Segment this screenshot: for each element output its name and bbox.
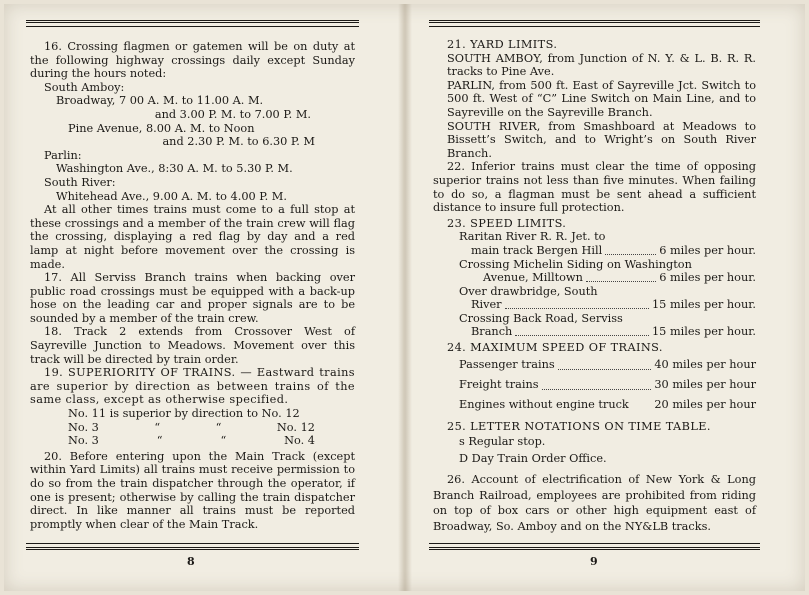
rule-20: 20. Before entering upon the Main Track (except within Yard Limits) all trains must receive permission to do so from the train dispatcher through the operator, if one is present; otherwise by calling the train dispatcher direct. In like manner all trains must be reported promptly when clear of the Main Track.	[30, 449, 355, 531]
rule-17: 17. All Serviss Branch trains when backing over public road crossings must be equipped with a back-up hose on the leading car and proper signals are to be sounded by a member of the train crew.	[30, 271, 355, 325]
rule-16-intro: 16. Crossing flagmen or gatemen will be on duty at the following highway crossings daily except Sunday during the hours noted:	[30, 40, 355, 81]
rule-26: 26. Account of electrification of New York & Long Branch Railroad, employees are prohibited from riding on top of box cars or other high equipment east of Broadway, So. Amboy and on the NY&LB tracks.	[433, 473, 756, 533]
location-south-amboy: South Amboy:	[44, 80, 125, 94]
max-speed-freight: Freight trains 30 miles per hour	[459, 377, 756, 391]
bottom-rule-left	[26, 543, 359, 550]
rule-25-heading: 25. LETTER NOTATIONS ON TIME TABLE.	[447, 419, 711, 433]
location-south-river: South River:	[44, 175, 116, 189]
location-parlin: Parlin:	[44, 148, 82, 162]
superiority-line-1: No. 11 is superior by direction to No. 12	[68, 407, 300, 421]
yard-south-river: SOUTH RIVER, from Smashboard at Meadows to Bissett’s Switch, and to Wright’s on South River Branch.	[447, 119, 756, 160]
rule-19: 19. SUPERIORITY OF TRAINS. — Eastward trains are superior by direction as between trains of the same class, except as otherwise specified.	[30, 366, 355, 407]
booklet-gutter	[398, 4, 412, 591]
superiority-line-2: No. 3 “ “ No. 12	[68, 420, 315, 434]
speed-drawbridge-row: River 15 miles per hour.	[471, 298, 756, 312]
speed-michelin-label: Crossing Michelin Siding on Washington	[459, 257, 692, 271]
letter-notations	[433, 433, 756, 467]
bottom-rule-right	[429, 543, 760, 550]
notation-d: D Day Train Order Office.	[459, 452, 607, 466]
page-left	[26, 20, 359, 531]
speed-raritan-label: Raritan River R. R. Jet. to	[459, 230, 606, 244]
crossing-whitehead: Whitehead Ave., 9.00 A. M. to 4.00 P. M.	[56, 189, 287, 203]
crossing-broadway: Broadway, 7 00 A. M. to 11.00 A. M.	[56, 94, 264, 108]
rule-16-other-times: At all other times trains must come to a full stop at these crossings and a member of the train crew will flag the crossing, displaying a red flag by day and a red lamp at night before movement over the crossing is made.	[30, 203, 355, 271]
speed-michelin-row: Avenue, Milltown 6 miles per hour.	[483, 271, 756, 285]
speed-raritan-row: main track Bergen Hill 6 miles per hour.	[471, 243, 756, 257]
superiority-line-3: No. 3 “ “ No. 4	[68, 434, 315, 448]
top-rule	[26, 20, 359, 27]
rule-21-heading: 21. YARD LIMITS.	[447, 38, 558, 51]
rule-18: 18. Track 2 extends from Crossover West of Sayreville Junction to Meadows. Movement over this track will be directed by train order.	[30, 325, 355, 366]
rule-24-heading: 24. MAXIMUM SPEED OF TRAINS.	[447, 341, 663, 355]
notation-s: s Regular stop.	[459, 435, 546, 449]
max-speed-engines: Engines without engine truck 20 miles per hour	[459, 397, 756, 411]
page-number-right: 9	[590, 555, 598, 568]
left-content	[26, 40, 359, 531]
speed-drawbridge-label: Over drawbridge, South	[459, 284, 598, 298]
max-speeds	[433, 355, 756, 415]
page-number-left: 8	[187, 555, 195, 568]
top-rule	[429, 20, 760, 27]
crossing-washington: Washington Ave., 8:30 A. M. to 5.30 P. M.	[56, 162, 293, 176]
page-right	[429, 20, 760, 534]
yard-parlin: PARLIN, from 500 ft. East of Sayreville Jct. Switch to 500 ft. West of “C” Line Switch on Main Line, and to Sayreville on the Sayreville Branch.	[447, 78, 756, 119]
speed-limits	[433, 230, 756, 339]
max-speed-passenger: Passenger trains 40 miles per hour	[459, 357, 756, 371]
crossing-pine: Pine Avenue, 8.00 A. M. to Noon	[68, 121, 255, 135]
speed-backroad-label: Crossing Back Road, Serviss	[459, 311, 623, 325]
rule-22: 22. Inferior trains must clear the time of opposing superior trains not less than five minutes. When failing to do so, a flagman must be sent ahead a sufficient distance to insure full protection.	[433, 160, 756, 215]
crossing-broadway-pm: and 3.00 P. M. to 7.00 P. M.	[154, 107, 311, 121]
speed-backroad-row: Branch 15 miles per hour.	[471, 325, 756, 339]
crossing-pine-pm: and 2.30 P. M. to 6.30 P. M	[162, 135, 315, 149]
right-content	[429, 38, 760, 534]
yard-south-amboy: SOUTH AMBOY, from Junction of N. Y. & L. B. R. R. tracks to Pine Ave.	[447, 51, 756, 79]
rule-23-heading: 23. SPEED LIMITS.	[447, 216, 567, 230]
